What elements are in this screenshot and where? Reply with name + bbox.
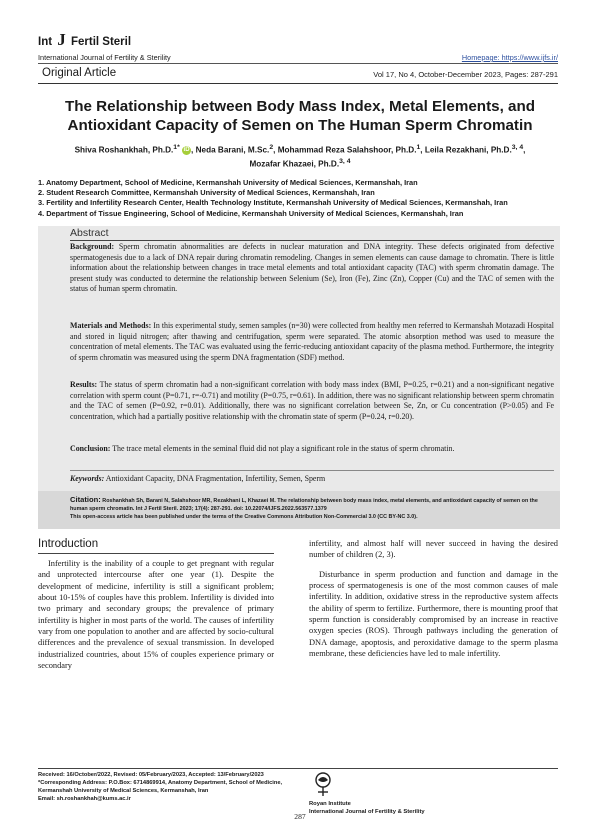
header-rule bbox=[38, 63, 558, 64]
received-dates: Received: 16/October/2022, Revised: 05/February/2023, Accepted: 13/February/2023 bbox=[38, 772, 264, 778]
affiliation: 3. Fertility and Infertility Research Center, Health Technology Institute, Kermanshah University of Medical Sciences, Kermanshah, Iran bbox=[38, 198, 508, 208]
footer-rule bbox=[38, 768, 558, 769]
intro-column-1 bbox=[38, 558, 274, 671]
affiliation: 4. Department of Tissue Engineering, School of Medicine, Kermanshah University of Medical Sciences, Kermanshah, Iran bbox=[38, 208, 464, 218]
introduction-heading: Introduction bbox=[38, 538, 99, 550]
author-name: Shiva Roshankhah, Ph.D. bbox=[74, 145, 174, 155]
abstract-heading: Abstract bbox=[70, 227, 109, 239]
article-type: Original Article bbox=[42, 67, 117, 79]
royan-logo-icon bbox=[309, 770, 337, 798]
homepage-link[interactable]: Homepage: https://www.ijfs.ir/ bbox=[461, 53, 558, 62]
intro-column-2 bbox=[309, 538, 558, 659]
author-name: Mohammad Reza Salahshoor, Ph.D. bbox=[277, 145, 417, 155]
intro-paragraph: Disturbance in sperm production and function and damage in the process of spermatogenesis is one of the most common causes of male infertility. In addition, oxidative stress in the reproductive system affects the ability of sperm to fertilize. Furthermore, there is mounting proof that sperm function is considerably compromised by an increase in reactive oxygen species (ROS). Through pathways including the generation of DNA damage, apoptosis, and peroxidative damage to the sperm plasma membrane, these deficiencies have led to male infertility. bbox=[309, 569, 558, 659]
keywords-rule bbox=[70, 470, 554, 471]
affiliation: 1. Anatomy Department, School of Medicine, Kermanshah University of Medical Sciences, Kermanshah, Iran bbox=[38, 178, 418, 187]
abstract-rule bbox=[70, 240, 554, 241]
author-name: Neda Barani, M.Sc. bbox=[195, 145, 270, 155]
citation: Citation: Roshankhah Sh, Barani N, Salahshoor MR, Rezakhani L, Khazaei M. The relationship between body mass index, metal elements, and antioxidant capacity of semen on the human sperm chromatin. Int J Fertil Steril. 2023; 17(4): 287-291. doi: 10.22074/IJFS.2022.563577.1379 This open-access article has been published under the terms of the Creative Commons Attribution Non-Commercial 3.0 (CC BY-NC 3.0). bbox=[70, 495, 538, 520]
author-sup: 1* bbox=[173, 144, 180, 151]
introduction-rule bbox=[38, 553, 274, 554]
keywords: Keywords: Antioxidant Capacity, DNA Fragmentation, Infertility, Semen, Sperm bbox=[70, 474, 326, 483]
title-line-2: Antioxidant Capacity of Semen on The Human Sperm Chromatin bbox=[67, 116, 533, 134]
journal-logo: Int J Fertil Steril bbox=[38, 30, 132, 49]
author-sup: 1 bbox=[416, 144, 421, 151]
author-name: Leila Rezakhani, Ph.D. bbox=[424, 145, 512, 155]
title-line-1: The Relationship between Body Mass Index, Metal Elements, and bbox=[64, 98, 536, 115]
abstract-background: Background: Sperm chromatin abnormalities are defects in nuclear maturation and DNA integrity. These defects originated from defective spermatogenesis due to a lack of DNA repair during chromatin remodeling. Changes in semen elements can cause damage to chromatin. There is little information about the relationship between changes in trace metal elements and total antioxidant capacity (TAC) with sperm chromatin damage. The present study was conducted to determine the relationship between Selenium (Se), Iron (Fe), Zinc (Zn), Copper (Cu) and the TAC of semen with the status of human sperm chromatin. bbox=[70, 242, 554, 293]
author-sup: 3, 4 bbox=[339, 158, 351, 166]
abstract-results: Results: The status of sperm chromatin had a non-significant correlation with body mass index (BMI, P=0.25, r=0.21) and a non-significant negative correlation with sperm count (P=0.71, r=-0.71) and motility (P=0.75, r=0.61). In addition, there was no significant relationship between sperm chromatin and the TAC of semen (P=0.92, r=0.01). Additionally, there was no significant correlation between Se, Zn, or Cu concentration (P>0.05) and Fe concentration, which had a partially positive relationship with the chromatin state of sperm (P=0.24, r=0.20). bbox=[70, 380, 554, 421]
affiliations bbox=[38, 178, 568, 219]
volume-info: Vol 17, No 4, October-December 2023, Pages: 287-291 bbox=[373, 70, 558, 79]
page-number: 287 bbox=[294, 812, 306, 821]
journal-name: International Journal of Fertility & Sterility bbox=[38, 53, 171, 62]
author-sup: 2 bbox=[269, 144, 274, 151]
abstract-methods: Materials and Methods: In this experimental study, semen samples (n=30) were collected from healthy men referred to Kermanshah Motazadi Hospital and stored in liquid nitrogen; after thawing and centrifugation, sperm were separated. The atomic absorption method was used to measure the concentration of metal elements. The TAC was evaluated using the ferric-reducing antioxidant capacity of the plasma method. Furthermore, the integrity of sperm chromatin was measured using the sperm DNA fragmentation (SDF) method. bbox=[70, 321, 554, 362]
author-list: Shiva Roshankhah, Ph.D.$^{1*}$ iD , Neda Barani, M.Sc.$^2$, Mohammad Reza Salahshoor, Ph.D.$^1$, Leila Rezakhani, Ph.D.$^{3, 4}$, Mozafar Khazaei, Ph.D.$^{3, 4}$ bbox=[74, 144, 526, 170]
abstract-conclusion: Conclusion: The trace metal elements in the seminal fluid did not play a significant role in the status of sperm chromatin. bbox=[70, 444, 455, 453]
author-sup: 3, 4 bbox=[511, 144, 524, 151]
intro-paragraph: Infertility is the inability of a couple to get pregnant with regular and unprotected intercourse after one year (1). Despite the development of medicine, infertility is still a significant problem; about 10-15% of couples have this problem. Infertility is divided into two primary and secondary groups; the prevalence of primary infertility is higher in most parts of the world. The causes of infertility vary from one population to another and are affected by socio-cultural differences and the prevalence of sexual transmission. In developed industrialized countries, about 15% of couples experience primary or secondary bbox=[38, 559, 274, 671]
intro-paragraph: infertility, and almost half will never succeed in having the desired number of children (2, 3). bbox=[309, 539, 558, 560]
header-rule-2 bbox=[38, 83, 558, 84]
publisher-info: Royan Institute International Journal of Fertility & Sterility bbox=[309, 801, 425, 816]
paper-title bbox=[40, 98, 560, 135]
footnote bbox=[38, 771, 308, 803]
affiliation: 2. Student Research Committee, Kermanshah University of Medical Sciences, Kermanshah, Iran bbox=[38, 188, 375, 198]
corresponding-address: *Corresponding Address: P.O.Box: 6714869914, Anatomy Department, School of Medicine, Kermanshah University of Medical Sciences, Kermanshah, Iran bbox=[38, 780, 283, 795]
orcid-icon[interactable]: iD bbox=[183, 147, 190, 154]
license-text: This open-access article has been published under the terms of the Creative Commons Attribution Non-Commercial 3.0 (CC BY-NC 3.0). bbox=[70, 513, 418, 520]
corresponding-email: Email: sh.roshankhah@kums.ac.ir bbox=[38, 796, 131, 803]
author-name: Mozafar Khazaei, Ph.D. bbox=[249, 160, 340, 170]
